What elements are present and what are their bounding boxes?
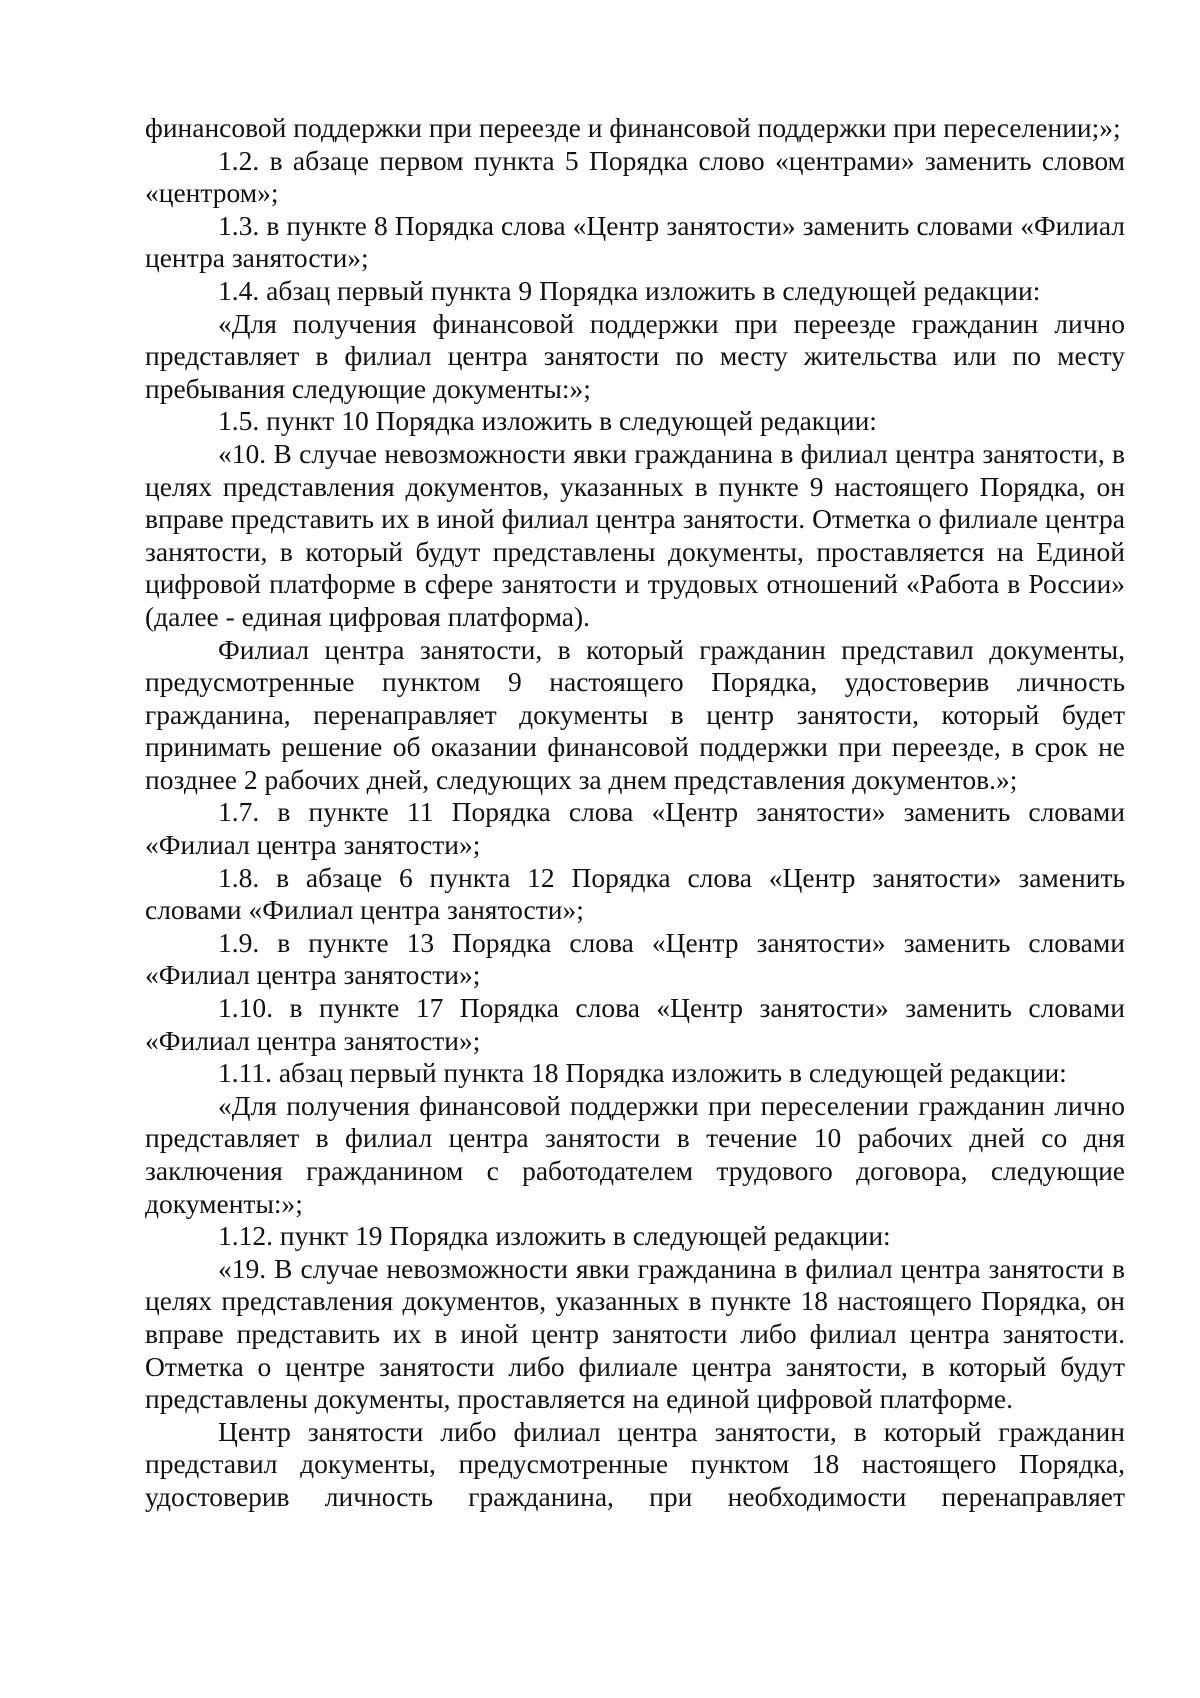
paragraph-item-19-second: Центр занятости либо филиал центра занятости, в который гражданин представил документы, предусмотренные пунктом 18 настоящего Порядка, удостоверив личность гражданина, при необходимости перенаправляет: [145, 1415, 1125, 1512]
paragraph-item-1-5: 1.5. пункт 10 Порядка изложить в следующей редакции:: [218, 405, 877, 437]
paragraph-item-1-4: 1.4. абзац первый пункта 9 Порядка изложить в следующей редакции:: [218, 274, 1041, 306]
paragraph-quote-item-18: «Для получения финансовой поддержки при переселении гражданин лично представляет в филиал центра занятости в течение 10 рабочих дней со дня заключения гражданином с работодателем трудового договора, следующие документы:»;: [145, 1089, 1125, 1219]
document-page: [145, 112, 1125, 1514]
paragraph-item-1-9: 1.9. в пункте 13 Порядка слова «Центр занятости» заменить словами «Филиал центра занятости»;: [145, 926, 1125, 991]
paragraph-quote-item-10: «10. В случае невозможности явки гражданина в филиал центра занятости, в целях представления документов, указанных в пункте 9 настоящего Порядка, он вправе представить их в иной филиал центра занятости. Отметка о филиале центра занятости, в который будут представлены документы, проставляется на Единой цифровой платформе в сфере занятости и трудовых отношений «Работа в России» (далее - единая цифровая платформа).: [145, 437, 1125, 632]
paragraph-item-1-2: 1.2. в абзаце первом пункта 5 Порядка слово «центрами» заменить словом «центром»;: [145, 144, 1125, 209]
paragraph-item-10-second: Филиал центра занятости, в который гражданин представил документы, предусмотренные пунктом 9 настоящего Порядка, удостоверив личность гражданина, перенаправляет документы в центр занятости, который будет принимать решение об оказании финансовой поддержки при переезде, в срок не позднее 2 рабочих дней, следующих за днем представления документов.»;: [145, 633, 1125, 795]
paragraph-item-1-8: 1.8. в абзаце 6 пункта 12 Порядка слова «Центр занятости» заменить словами «Филиал центра занятости»;: [145, 861, 1125, 926]
paragraph-quote-item-9: «Для получения финансовой поддержки при переезде гражданин лично представляет в филиал центра занятости по месту жительства или по месту пребывания следующие документы:»;: [145, 307, 1125, 404]
paragraph-item-1-11: 1.11. абзац первый пункта 18 Порядка изложить в следующей редакции:: [218, 1057, 1067, 1089]
paragraph-quote-item-19: «19. В случае невозможности явки гражданина в филиал центра занятости в целях представления документов, указанных в пункте 18 настоящего Порядка, он вправе представить их в иной центр занятости либо филиал центра занятости. Отметка о центре занятости либо филиале центра занятости, в который будут представлены документы, проставляется на единой цифровой платформе.: [145, 1252, 1125, 1415]
paragraph-continuation: финансовой поддержки при переезде и финансовой поддержки при переселении;»;: [145, 112, 1121, 143]
paragraph-item-1-10: 1.10. в пункте 17 Порядка слова «Центр занятости» заменить словами «Филиал центра занятости»;: [145, 992, 1125, 1056]
paragraph-item-1-7: 1.7. в пункте 11 Порядка слова «Центр занятости» заменить словами «Филиал центра занятости»;: [145, 796, 1125, 861]
paragraph-item-1-12: 1.12. пункт 19 Порядка изложить в следующей редакции:: [218, 1220, 891, 1252]
paragraph-item-1-3: 1.3. в пункте 8 Порядка слова «Центр занятости» заменить словами «Филиал центра занятости»;: [145, 209, 1125, 274]
